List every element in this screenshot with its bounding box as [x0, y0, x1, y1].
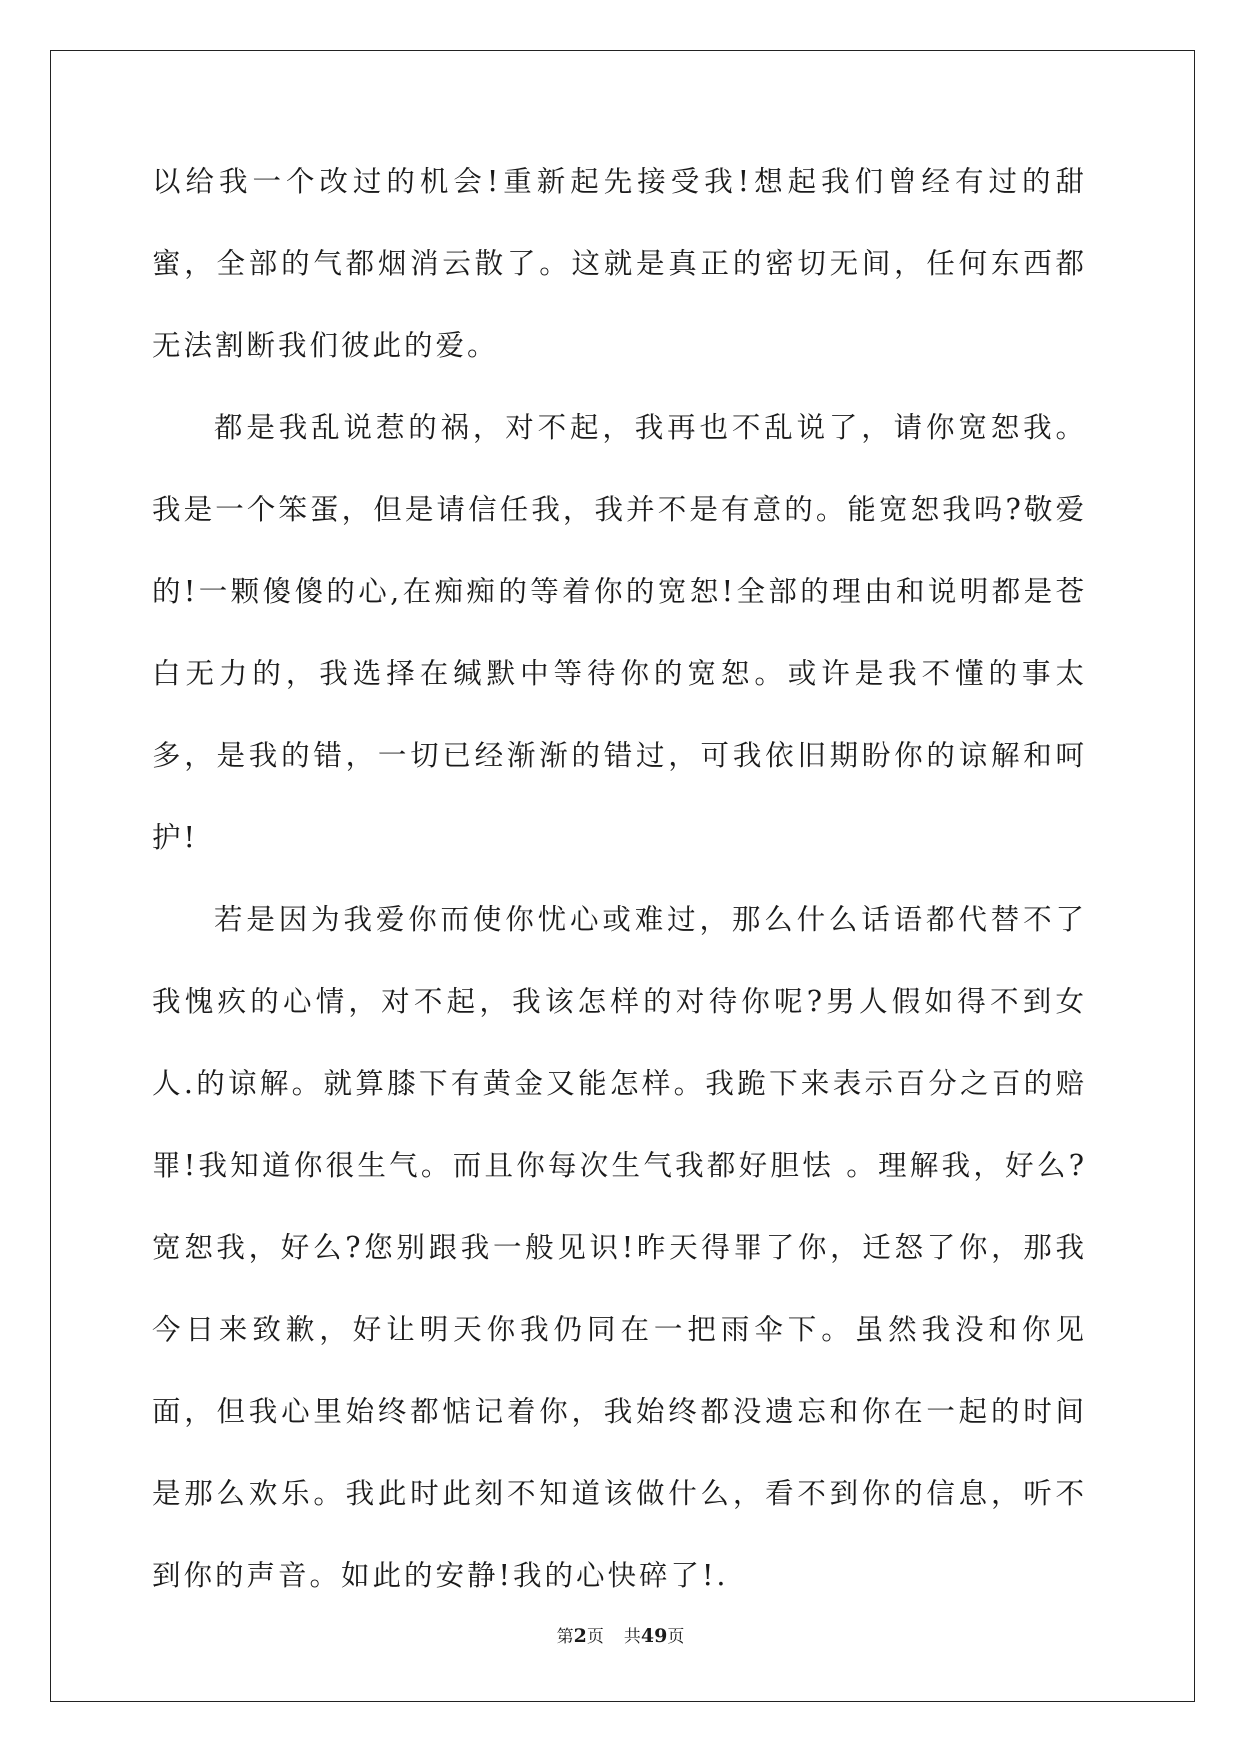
- page-footer: [0, 1622, 1241, 1647]
- paragraph-2: 都是我乱说惹的祸，对不起，我再也不乱说了，请你宽恕我。我是一个笨蛋，但是请信任我，我并不是有意的。能宽恕我吗?敬爱的!一颗傻傻的心,在痴痴的等着你的宽恕!全部的理由和说明都是苍白无力的，我选择在缄默中等待你的宽恕。或许是我不懂的事太多，是我的错，一切已经渐渐的错过，可我依旧期盼你的谅解和呵护!: [152, 411, 1087, 854]
- page-prefix: 第: [556, 1627, 574, 1647]
- document-body: [152, 141, 1087, 1617]
- page-suffix: 页: [586, 1627, 604, 1647]
- page-number: 2: [573, 1625, 587, 1647]
- total-prefix: 共: [623, 1627, 641, 1647]
- total-suffix: 页: [667, 1627, 685, 1647]
- paragraph-1: 以给我一个改过的机会!重新起先接受我!想起我们曾经有过的甜蜜，全部的气都烟消云散了。这就是真正的密切无间，任何东西都无法割断我们彼此的爱。: [152, 165, 1087, 362]
- paragraph-3: 若是因为我爱你而使你忧心或难过，那么什么话语都代替不了我愧疚的心情，对不起，我该怎样的对待你呢?男人假如得不到女人.的谅解。就算膝下有黄金又能怎样。我跪下来表示百分之百的赔罪!我知道你很生气。而且你每次生气我都好胆怯 。理解我，好么?宽恕我，好么?您别跟我一般见识!昨天得罪了你，迁怒了你，那我今日来致歉，好让明天你我仍同在一把雨伞下。虽然我没和你见面，但我心里始终都惦记着你，我始终都没遗忘和你在一起的时间是那么欢乐。我此时此刻不知道该做什么，看不到你的信息，听不到你的声音。如此的安静!我的心快碎了!.: [152, 903, 1087, 1592]
- total-pages: 49: [640, 1625, 668, 1647]
